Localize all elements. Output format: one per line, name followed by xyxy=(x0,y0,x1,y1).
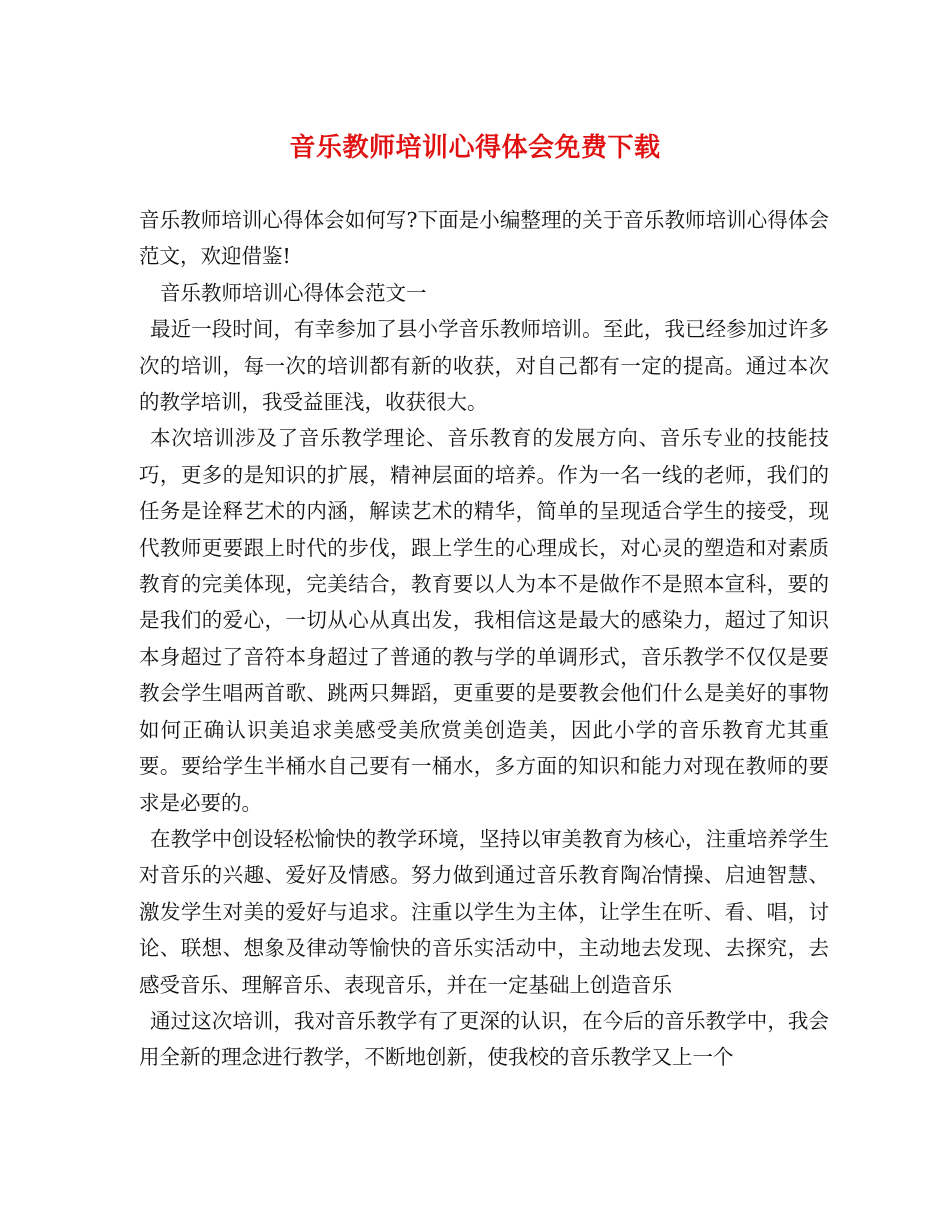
document-title: 音乐教师培训心得体会免费下载 xyxy=(289,133,661,163)
body-paragraph-2: 本次培训涉及了音乐教学理论、音乐教育的发展方向、音乐专业的技能技巧，更多的是知识的扩展，精神层面的培养。作为一名一线的老师，我们的任务是诠释艺术的内涵，解读艺术的精华，简单的呈现适合学生的接受，现代教师更要跟上时代的步伐，跟上学生的心理成长，对心灵的塑造和对素质教育的完美体现，完美结合，教育要以人为本不是做作不是照本宣科，要的是我们的爱心，一切从心从真出发，我相信这是最大的感染力，超过了知识本身超过了音符本身超过了普通的教与学的单调形式，音乐教学不仅仅是要教会学生唱两首歌、跳两只舞蹈，更重要的是要教会他们什么是美好的事物如何正确认识美追求美感受美欣赏美创造美，因此小学的音乐教育尤其重要。要给学生半桶水自己要有一桶水，多方面的知识和能力对现在教师的要求是必要的。 xyxy=(139,426,829,815)
document-body xyxy=(139,202,829,1076)
body-paragraph-1: 最近一段时间，有幸参加了县小学音乐教师培训。至此，我已经参加过许多次的培训，每一次的培训都有新的收获，对自己都有一定的提高。通过本次的教学培训，我受益匪浅，收获很大。 xyxy=(139,317,829,415)
intro-paragraph: 音乐教师培训心得体会如何写?下面是小编整理的关于音乐教师培训心得体会范文，欢迎借鉴! xyxy=(139,208,829,269)
section-heading: 音乐教师培训心得体会范文一 xyxy=(160,280,427,305)
body-paragraph-4: 通过这次培训，我对音乐教学有了更深的认识，在今后的音乐教学中，我会用全新的理念进行教学，不断地创新，使我校的音乐教学又上一个 xyxy=(139,1008,829,1070)
body-paragraph-3: 在教学中创设轻松愉快的教学环境，坚持以审美教育为核心，注重培养学生对音乐的兴趣、爱好及情感。努力做到通过音乐教育陶冶情操、启迪智慧、激发学生对美的爱好与追求。注重以学生为主体，让学生在听、看、唱，讨论、联想、想象及律动等愉快的音乐实活动中，主动地去发现、去探究，去感受音乐、理解音乐、表现音乐，并在一定基础上创造音乐 xyxy=(139,826,829,997)
